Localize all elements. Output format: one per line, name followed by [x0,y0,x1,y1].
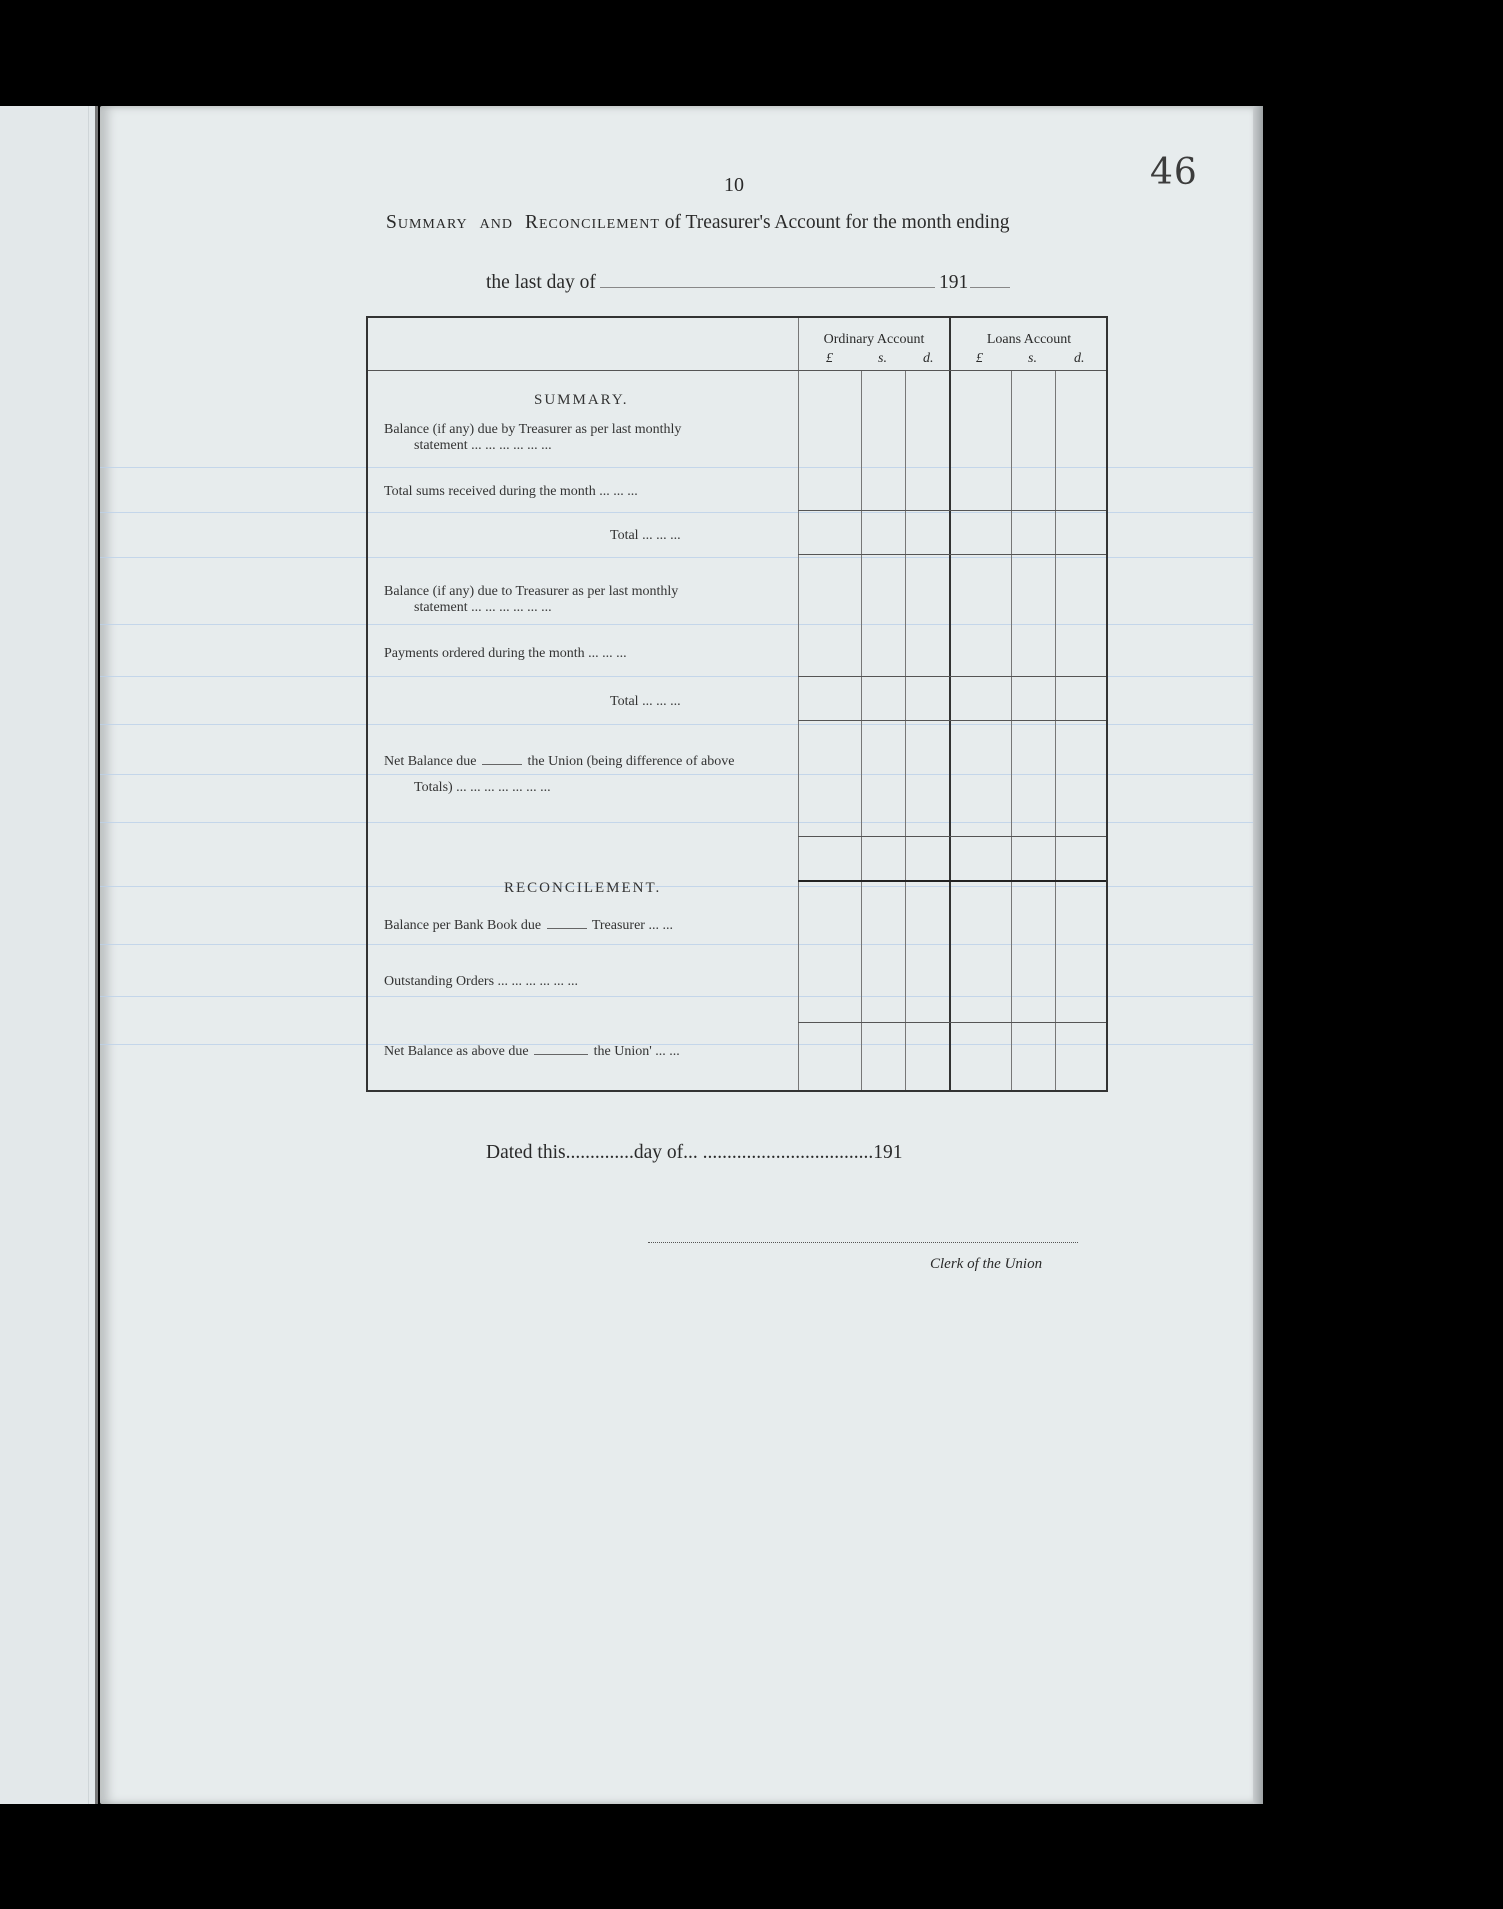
net-balance-above-blank[interactable] [534,1054,588,1055]
signature-line[interactable] [648,1242,1078,1243]
total-rule [798,720,1106,721]
row-total-1: Total ... ... ... [610,528,681,543]
form-subtitle [486,272,1010,294]
unit-pounds: £ [976,351,983,366]
page-number: 10 [724,174,744,196]
subtitle-prefix: the last day of [486,272,596,293]
row-net-balance-above [384,1044,680,1060]
col-divider [949,318,951,1090]
subtitle-year: 191 [938,272,969,293]
bank-book-label: Balance per Bank Book due [384,918,542,933]
title-and: and [479,212,513,233]
unit-pence: d. [923,351,934,366]
row-balance-to-treasurer-cont: statement ... ... ... ... ... ... [414,600,552,615]
col-divider [861,370,862,1090]
net-balance-blank[interactable] [482,764,522,765]
month-blank[interactable] [600,287,935,288]
bank-book-label-cont: Treasurer ... ... [591,918,673,933]
year-blank[interactable] [970,287,1010,288]
row-payments-ordered: Payments ordered during the month ... ... ... [384,646,627,661]
reconcilement-heading: RECONCILEMENT. [504,880,662,896]
clerk-signature-label: Clerk of the Union [930,1256,1043,1272]
subtotal-rule [798,510,1106,511]
row-balance-to-treasurer: Balance (if any) due to Treasurer as per last monthly [384,584,679,599]
row-total-2: Total ... ... ... [610,694,681,709]
net-balance-label-cont: the Union (being difference of above [527,754,735,769]
net-balance-above-label: Net Balance as above due [384,1044,529,1059]
title-reconcilement: Reconcilement [524,212,660,233]
header-rule [368,370,1106,371]
col-divider [1055,370,1056,1090]
net-balance-above-label-cont: the Union' ... ... [593,1044,680,1059]
net-balance-label: Net Balance due [384,754,477,769]
title-rest: of Treasurer's Account for the month ending [664,212,1010,233]
document-page [100,106,1258,1804]
dated-line: Dated this..............day of... ...................................191 [486,1142,903,1163]
col-divider [798,318,799,1090]
row-total-received: Total sums received during the month ... ... ... [384,484,638,499]
row-net-balance-totals: Totals) ... ... ... ... ... ... ... [414,780,551,795]
unit-pence: d. [1074,351,1085,366]
row-balance-by-treasurer: Balance (if any) due by Treasurer as per last monthly [384,422,682,437]
left-page [0,106,98,1804]
col-divider [905,370,906,1090]
row-bank-book-balance [384,918,673,934]
ledger-table [366,316,1108,1092]
page-edge [1253,106,1263,1804]
unit-pounds: £ [826,351,833,366]
bank-book-blank[interactable] [547,928,587,929]
reconcile-subtotal-rule [798,1022,1106,1023]
loans-account-header: Loans Account [986,332,1072,347]
folio-number: 46 [1150,152,1198,193]
unit-shillings: s. [1028,351,1037,366]
title-summary: Summary [386,212,468,233]
ordinary-account-header: Ordinary Account [823,332,925,347]
net-double-rule [798,880,1106,882]
form-title [386,212,1186,234]
unit-shillings: s. [878,351,887,366]
net-rule [798,836,1106,837]
total-rule [798,554,1106,555]
row-balance-by-treasurer-cont: statement ... ... ... ... ... ... [414,438,552,453]
subtotal-rule [798,676,1106,677]
col-divider [1011,370,1012,1090]
row-net-balance [384,754,734,770]
summary-heading: SUMMARY. [534,392,629,408]
row-outstanding-orders: Outstanding Orders ... ... ... ... ... ... [384,974,579,989]
